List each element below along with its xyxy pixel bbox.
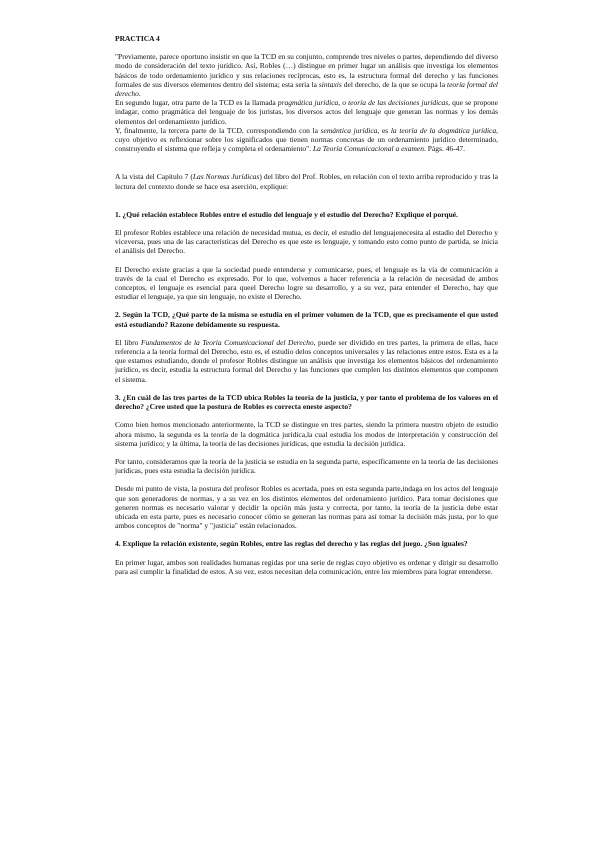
intro-paragraph — [115, 172, 498, 190]
answer-4-paragraph-1: En primer lugar, ambos son realidades humanas regidas por una serie de reglas cuyo objetivo es ordenar y dirigir su desarrollo para así cumplir la finalidad de estos. A su vez, estos necesitan dela comunicación, entre los miembros para lograr entenderse. — [115, 557, 498, 576]
quote-paragraph-2 — [115, 98, 498, 126]
text-run: "Previamente, parece oportuno insistir en que la TCD en su conjunto, comprende tres niveles o partes, dependiendo del diverso modo de consideración del texto jurídico. Así, Robles (…) distingue en primer lugar un análisis que investiga los elementos básicos de todo ordenamiento jurídico y sus relaciones recíprocas, esto es, la estructura formal del derecho y las funciones formales de sus diversos elementos dentro del sistema; esta sería la — [115, 52, 498, 89]
text-run: , es — [377, 125, 391, 135]
text-run: En segundo lugar, otra parte de la TCD es la llamada — [115, 98, 278, 108]
text-run: El libro — [115, 337, 141, 347]
text-run: Y, finalmente, la tercera parte de la TCD, correspondiendo con la — [115, 125, 321, 135]
text-run: . — [138, 89, 141, 99]
text-run: , cuyo objetivo es reflexionar sobre los significados que tienen normas concretas de un ordenamiento jurídico determinado, construyendo el sistema que refleja y completa el ordenamiento". — [115, 125, 499, 154]
text-run-italic: semántica jurídica — [320, 125, 378, 135]
answer-2-paragraph-1 — [115, 338, 498, 384]
text-run: ) del libro del Prof. Robles, en relación con el texto arriba reproducido y tras la lectura del contexto donde se hace esa aserción, explique: — [115, 172, 499, 191]
answer-1-paragraph-1: El profesor Robles establece una relación de necesidad mutua, es decir, el estudio del lenguajenecesita al estadio del Derecho y viceversa, pues una de las características del Derecho es que este es lenguaje, y tomando esto como punto de partida, se inicia el análisis del Derecho. — [115, 228, 498, 256]
text-run-italic: pragmática jurídica, o teoría de las decisiones jurídicas, — [277, 98, 451, 108]
quote-paragraph-1 — [115, 52, 498, 98]
text-run: que se propone indagar, como pragmática del lenguaje de los juristas, los diversos actos del lenguaje que generan las normas y los demás elementos del ordenamiento jurídico. — [115, 98, 499, 126]
text-run: . Págs. 46-47. — [423, 144, 466, 154]
answer-3-paragraph-2: Por tanto, consideramos que la teoría de la justicia se estudia en la segunda parte, específicamente en la teoría de las decisiones jurídicas, pues esta estudia la decisión jurídica. — [115, 456, 498, 476]
text-run: A la vista del Capítulo 7 ( — [115, 172, 193, 182]
answer-1-paragraph-2: El Derecho existe gracias a que la sociedad puede entenderse y comunicarse, pues, el lenguaje es la vía de comunicación a través de la cual el Derecho es expresado. Por lo que, volvemos a hacer referencia a la relación de necesidad de ambos conceptos, el lenguaje es esencial para queel Derecho logre su desarrollo, y a su vez, para entender el Derecho, hay que estudiar el lenguaje, ya que sin lenguaje, no existe el Derecho. — [115, 264, 498, 302]
text-run: del derecho, de la que se ocupa la — [341, 79, 447, 89]
answer-3-paragraph-1: Como bien hemos mencionado anteriormente, la TCD se distingue en tres partes, siendo la primera nuestro objeto de estudio ahora mismo, la segunda es la teoría de la dogmática jurídica,la cual estudia los modos de interpretación y construcción del sistema jurídico; y la última, la teoría de las decisiones jurídicas, que estudia la decisión jurídica. — [115, 420, 498, 448]
question-1: 1. ¿Qué relación establece Robles entre el estudio del lenguaje y el estudio del Derecho? Explique el porqué. — [115, 209, 458, 219]
quote-paragraph-3 — [115, 126, 498, 154]
text-run-italic: teoría formal del derecho — [115, 79, 498, 99]
text-run-italic: Las Normas Jurídicas — [192, 172, 260, 182]
document-body — [115, 34, 498, 576]
text-run-italic: la teoría de la dogmática jurídica — [390, 125, 497, 135]
page-title: PRACTICA 4 — [115, 34, 160, 43]
answer-3-paragraph-3: Desde mi punto de vista, la postura del profesor Robles es acertada, pues en esta segunda parte,indaga en los actos del lenguaje que son generadores de normas, y a su vez en los distintos elementos del ordenamiento jurídico. Para tomar decisiones que generen normas es necesario valorar y decidir la opción más justa y correcta, por tanto, la teoría de la justicia debe estar ubicada en esta parte, pues es necesario conocer cómo se generan las normas para así tomar la decisión más justa, por lo que ambos conceptos de "norma" y "justicia" están relacionados. — [115, 484, 498, 531]
text-run: , puede ser dividido en tres partes, la primera de ellas, hace referencia a la teoría formal del Derecho, esto es, el estudio delos conceptos universales y las relaciones entre estos. Esta es a la que estamos estudiando, donde el profesor Robles distingue un análisis que investiga los elementos básicos del ordenamiento jurídico, es decir, estudia la estructura formal del Derecho y las funciones que cumplen los distintos elementos que componen el sistema. — [115, 337, 498, 384]
question-4: 4. Explique la relación existente, según Robles, entre las reglas del derecho y las reglas del juego. ¿Son iguales? — [115, 539, 468, 549]
question-3: 3. ¿En cuál de las tres partes de la TCD ubica Robles la teoría de la justicia, y por tanto el problema de los valores en el derecho? ¿Cree usted que la postura de Robles es correcta eneste aspecto? — [115, 392, 498, 412]
text-run-italic: sintaxis — [318, 79, 342, 89]
text-run-italic: La Teoría Comunicacional a examen — [313, 144, 424, 154]
question-2: 2. Según la TCD, ¿Qué parte de la misma se estudia en el primer volumen de la TCD, que es precisamente el que usted está estudiando? Razone debidamente su respuesta. — [115, 310, 498, 329]
text-run-italic: Fundamentos de la Teoría Comunicacional del Derecho — [140, 337, 314, 347]
